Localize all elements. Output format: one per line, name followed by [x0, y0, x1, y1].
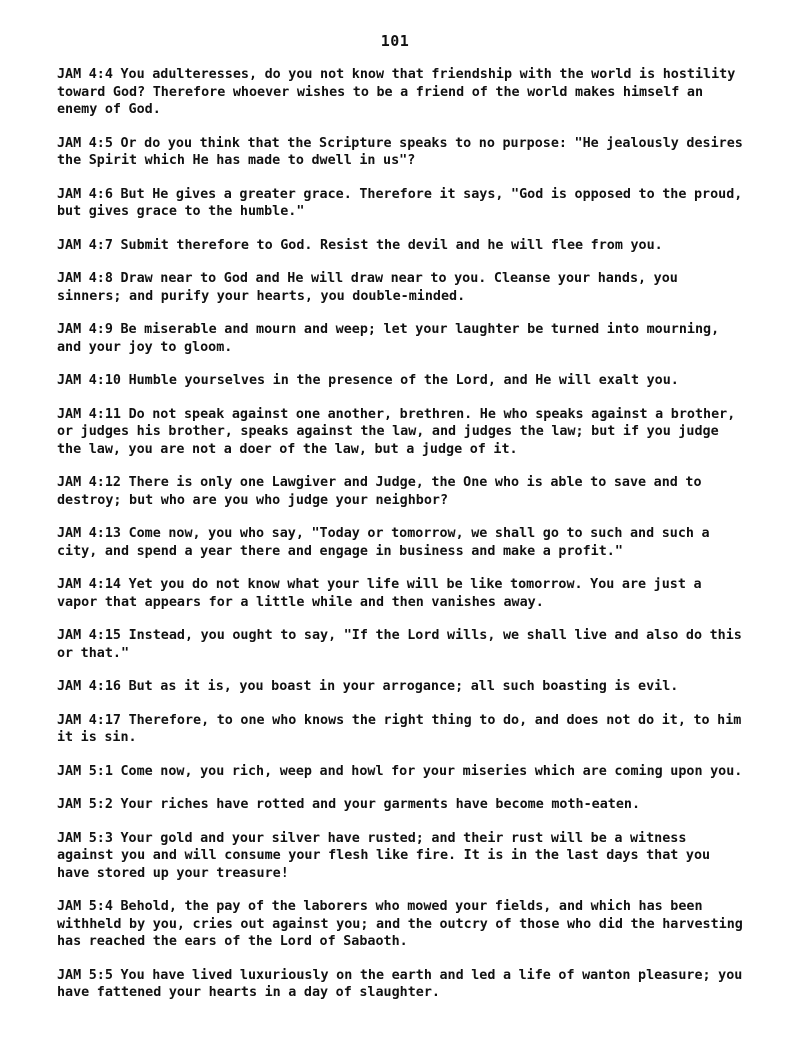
verse	[57, 830, 747, 883]
verse-text: Be miserable and mourn and weep; let your laughter be turned into mourning, and your joy to gloom.	[57, 322, 720, 355]
verse-ref: JAM 4:9	[57, 322, 113, 337]
verse-ref: JAM 5:5	[57, 967, 113, 983]
verse-text: Humble yourselves in the presence of the Lord, and He will exalt you.	[128, 373, 679, 388]
verse-text: There is only one Lawgiver and Judge, the One who is able to save and to destroy; but who are you who judge your neighbor?	[57, 475, 702, 508]
verse-ref: JAM 4:4	[57, 67, 113, 82]
verse-text: Your gold and your silver have rusted; and their rust will be a witness against you and will consume your flesh like fire. It is in the last days that you have stored up your treasure!	[57, 830, 711, 881]
verse-text: Behold, the pay of the laborers who mowed your fields, and which has been withheld by you, cries out against you; and the outcry of those who did the harvesting has reached the ears of the Lord of Sabaoth.	[57, 899, 743, 949]
verse-ref: JAM 4:7	[57, 237, 113, 253]
verse	[57, 576, 747, 611]
verse	[57, 898, 747, 951]
verse-ref: JAM 4:8	[57, 271, 113, 286]
verse-ref: JAM 4:6	[57, 186, 113, 202]
verse-text: Instead, you ought to say, "If the Lord wills, we shall live and also do this or that."	[57, 628, 742, 661]
verse-list	[57, 66, 747, 1018]
verse	[57, 186, 747, 221]
verse-text: You adulteresses, do you not know that friendship with the world is hostility toward God? Therefore whoever wishes to be a friend of the world makes himself an enemy of God.	[57, 67, 736, 117]
verse	[57, 627, 747, 662]
verse	[57, 525, 747, 560]
verse-ref: JAM 4:5	[57, 135, 113, 151]
verse-ref: JAM 4:11	[57, 406, 121, 422]
verse	[57, 967, 747, 1002]
verse-ref: JAM 4:16	[57, 679, 121, 694]
verse-ref: JAM 5:4	[57, 899, 113, 914]
verse-ref: JAM 4:10	[57, 373, 121, 388]
verse	[57, 712, 747, 747]
verse	[57, 321, 747, 356]
verse-text: Do not speak against one another, brethren. He who speaks against a brother, or judges his brother, speaks against the law, and judges the law; but if you judge the law, you are not a doer of the law, but a judge of it.	[57, 406, 736, 457]
verse-ref: JAM 4:13	[57, 526, 121, 541]
verse-ref: JAM 4:17	[57, 712, 121, 728]
verse-text: You have lived luxuriously on the earth and led a life of wanton pleasure; you have fattened your hearts in a day of slaughter.	[57, 967, 743, 1000]
verse-text: Your riches have rotted and your garments have become moth-eaten.	[120, 797, 641, 812]
verse-text: Therefore, to one who knows the right thing to do, and does not do it, to him it is sin.	[57, 712, 742, 745]
verse-ref: JAM 5:3	[57, 830, 113, 846]
verse	[57, 135, 747, 170]
verse	[57, 678, 747, 696]
verse-text: Come now, you who say, "Today or tomorrow, we shall go to such and such a city, and spend a year there and engage in business and make a profit."	[57, 526, 710, 559]
verse	[57, 66, 747, 119]
verse	[57, 237, 747, 255]
verse-text: Submit therefore to God. Resist the devil and he will flee from you.	[120, 237, 663, 253]
verse	[57, 270, 747, 305]
verse-ref: JAM 4:12	[57, 475, 121, 490]
verse-ref: JAM 4:15	[57, 628, 121, 643]
verse-text: But as it is, you boast in your arrogance; all such boasting is evil.	[128, 679, 679, 694]
verse	[57, 372, 747, 390]
verse	[57, 796, 747, 814]
verse-ref: JAM 5:1	[57, 763, 113, 779]
verse	[57, 763, 747, 781]
verse-ref: JAM 5:2	[57, 797, 113, 812]
verse-text: But He gives a greater grace. Therefore it says, "God is opposed to the proud, but gives grace to the humble."	[57, 186, 743, 219]
page-number: 101	[380, 32, 410, 50]
verse	[57, 474, 747, 509]
verse-text: Draw near to God and He will draw near to you. Cleanse your hands, you sinners; and purify your hearts, you double-minded.	[57, 271, 678, 304]
verse-text: Or do you think that the Scripture speaks to no purpose: "He jealously desires the Spirit which He has made to dwell in us"?	[57, 135, 743, 168]
verse-ref: JAM 4:14	[57, 577, 121, 592]
verse	[57, 406, 747, 459]
verse-text: Yet you do not know what your life will be like tomorrow. You are just a vapor that appears for a little while and then vanishes away.	[57, 577, 702, 610]
verse-text: Come now, you rich, weep and howl for your miseries which are coming upon you.	[120, 763, 743, 779]
